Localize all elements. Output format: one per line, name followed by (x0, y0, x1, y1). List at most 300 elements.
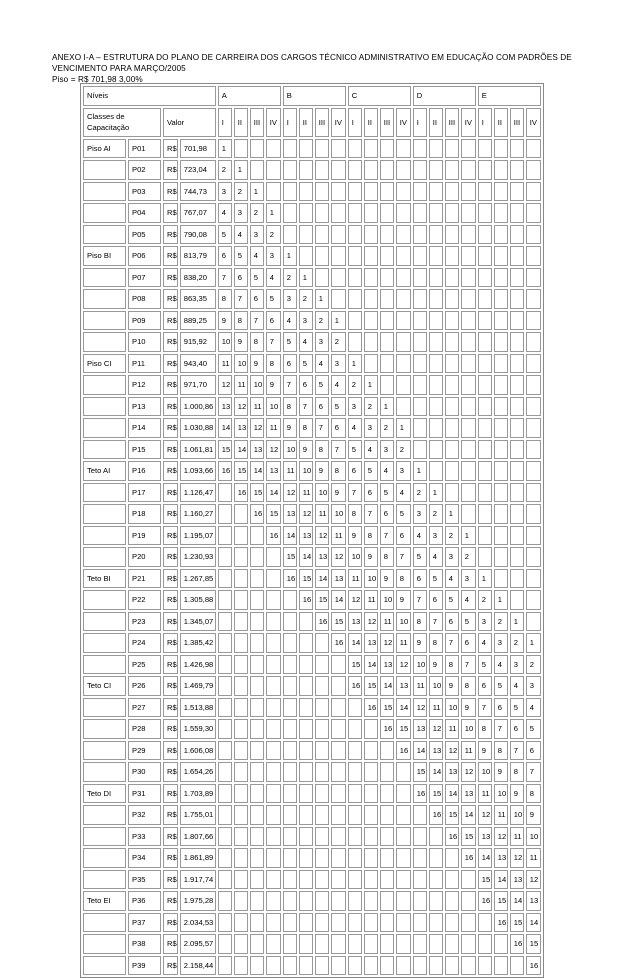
step-cell (315, 719, 329, 739)
step-cell (266, 612, 281, 632)
step-cell: 8 (396, 569, 411, 589)
currency-cell: R$ (163, 354, 178, 374)
step-cell (234, 612, 248, 632)
piso-cell (83, 182, 126, 202)
step-cell (299, 784, 313, 804)
currency-cell: R$ (163, 784, 178, 804)
step-cell: 15 (445, 805, 459, 825)
step-cell (526, 289, 541, 309)
value-cell: 1.755,01 (180, 805, 216, 825)
document-header (52, 52, 592, 85)
table-row (83, 483, 541, 503)
step-cell (396, 870, 411, 890)
step-cell: 8 (234, 311, 248, 331)
step-cell (234, 784, 248, 804)
step-cell (526, 461, 541, 481)
step-cell (364, 182, 378, 202)
step-cell (494, 354, 508, 374)
step-cell (234, 655, 248, 675)
step-cell: 3 (234, 203, 248, 223)
table-row (83, 289, 541, 309)
step-cell (250, 633, 264, 653)
step-cell: 7 (331, 440, 346, 460)
table-row (83, 762, 541, 782)
step-cell (445, 934, 459, 954)
value-cell: 1.230,93 (180, 547, 216, 567)
currency-cell: R$ (163, 246, 178, 266)
step-cell (526, 332, 541, 352)
step-cell (396, 891, 411, 911)
step-cell (396, 203, 411, 223)
step-cell (494, 956, 508, 976)
step-cell: 3 (429, 526, 443, 546)
step-cell (494, 139, 508, 159)
step-cell (429, 182, 443, 202)
step-cell (413, 870, 427, 890)
step-cell: 9 (299, 440, 313, 460)
step-cell (218, 956, 232, 976)
roman-header-cell: III (250, 108, 264, 137)
step-cell (283, 139, 297, 159)
step-cell (526, 354, 541, 374)
step-cell: 10 (510, 805, 524, 825)
roman-header-cell: II (364, 108, 378, 137)
step-cell: 16 (413, 784, 427, 804)
step-cell (331, 805, 346, 825)
step-cell (478, 246, 492, 266)
step-cell: 13 (396, 676, 411, 696)
step-cell: 5 (461, 612, 476, 632)
step-cell: 15 (250, 483, 264, 503)
step-cell: 12 (315, 526, 329, 546)
value-cell: 1.703,89 (180, 784, 216, 804)
piso-cell (83, 268, 126, 288)
step-cell (331, 827, 346, 847)
step-cell (510, 289, 524, 309)
step-cell (396, 311, 411, 331)
step-cell: 15 (364, 676, 378, 696)
step-cell: 3 (413, 504, 427, 524)
step-cell (461, 870, 476, 890)
step-cell (461, 182, 476, 202)
step-cell (218, 719, 232, 739)
step-cell: 16 (234, 483, 248, 503)
step-cell: 14 (266, 483, 281, 503)
step-cell (526, 225, 541, 245)
step-cell (526, 440, 541, 460)
currency-cell: R$ (163, 504, 178, 524)
pattern-code-cell: P04 (128, 203, 161, 223)
step-cell (445, 483, 459, 503)
step-cell (413, 891, 427, 911)
pattern-code-cell: P29 (128, 741, 161, 761)
step-cell: 3 (396, 461, 411, 481)
step-cell (250, 741, 264, 761)
table-row (83, 203, 541, 223)
pattern-code-cell: P13 (128, 397, 161, 417)
step-cell (348, 805, 362, 825)
step-cell (380, 332, 394, 352)
step-cell (413, 956, 427, 976)
step-cell (234, 762, 248, 782)
roman-header-cell: IV (266, 108, 281, 137)
step-cell: 11 (218, 354, 232, 374)
step-cell (396, 913, 411, 933)
step-cell (429, 139, 443, 159)
step-cell (266, 891, 281, 911)
step-cell (299, 612, 313, 632)
step-cell: 9 (234, 332, 248, 352)
step-cell: 4 (250, 246, 264, 266)
step-cell (234, 913, 248, 933)
step-cell (266, 655, 281, 675)
step-cell: 9 (266, 375, 281, 395)
step-cell (478, 139, 492, 159)
step-cell (445, 354, 459, 374)
step-cell (283, 784, 297, 804)
step-cell (315, 139, 329, 159)
step-cell: 15 (348, 655, 362, 675)
currency-cell: R$ (163, 182, 178, 202)
currency-cell: R$ (163, 762, 178, 782)
step-cell (429, 246, 443, 266)
step-cell: 14 (478, 848, 492, 868)
step-cell (266, 676, 281, 696)
step-cell (315, 160, 329, 180)
step-cell (461, 956, 476, 976)
step-cell (413, 311, 427, 331)
step-cell: 3 (266, 246, 281, 266)
step-cell (234, 633, 248, 653)
step-cell (299, 719, 313, 739)
step-cell: 14 (494, 870, 508, 890)
step-cell: 11 (396, 633, 411, 653)
step-cell: 13 (234, 418, 248, 438)
step-cell: 11 (413, 676, 427, 696)
step-cell: 8 (315, 440, 329, 460)
step-cell: 1 (331, 311, 346, 331)
step-cell (299, 633, 313, 653)
piso-cell (83, 311, 126, 331)
step-cell: 6 (315, 397, 329, 417)
step-cell: 12 (413, 698, 427, 718)
step-cell: 5 (283, 332, 297, 352)
step-cell (331, 848, 346, 868)
step-cell (494, 526, 508, 546)
step-cell (526, 246, 541, 266)
step-cell: 3 (364, 418, 378, 438)
step-cell (364, 762, 378, 782)
step-cell: 7 (364, 504, 378, 524)
step-cell (266, 719, 281, 739)
step-cell: 15 (218, 440, 232, 460)
table-row (83, 246, 541, 266)
currency-cell: R$ (163, 289, 178, 309)
step-cell (283, 698, 297, 718)
step-cell: 5 (510, 698, 524, 718)
step-cell: 5 (299, 354, 313, 374)
roman-header-cell: IV (461, 108, 476, 137)
step-cell: 4 (461, 590, 476, 610)
step-cell (348, 268, 362, 288)
step-cell: 11 (364, 590, 378, 610)
step-cell (396, 934, 411, 954)
step-cell (396, 268, 411, 288)
step-cell (413, 418, 427, 438)
step-cell (396, 332, 411, 352)
step-cell (380, 268, 394, 288)
step-cell (348, 913, 362, 933)
step-cell (250, 676, 264, 696)
step-cell (331, 655, 346, 675)
step-cell: 4 (413, 526, 427, 546)
step-cell (315, 633, 329, 653)
step-cell (510, 160, 524, 180)
piso-cell (83, 913, 126, 933)
step-cell (315, 203, 329, 223)
step-cell (218, 762, 232, 782)
step-cell: 10 (234, 354, 248, 374)
step-cell (478, 182, 492, 202)
currency-cell: R$ (163, 375, 178, 395)
value-cell: 1.305,88 (180, 590, 216, 610)
step-cell (478, 956, 492, 976)
value-cell: 1.000,86 (180, 397, 216, 417)
value-cell: 943,40 (180, 354, 216, 374)
step-cell (315, 848, 329, 868)
step-cell (348, 934, 362, 954)
roman-header-cell: III (445, 108, 459, 137)
step-cell (364, 246, 378, 266)
table-row (83, 698, 541, 718)
step-cell: 4 (283, 311, 297, 331)
table-row (83, 461, 541, 481)
step-cell (445, 913, 459, 933)
piso-cell (83, 590, 126, 610)
pattern-code-cell: P10 (128, 332, 161, 352)
step-cell (315, 827, 329, 847)
step-cell (218, 741, 232, 761)
step-cell: 15 (234, 461, 248, 481)
currency-cell: R$ (163, 719, 178, 739)
step-cell (348, 311, 362, 331)
step-cell (396, 289, 411, 309)
table-row (83, 870, 541, 890)
table-row (83, 160, 541, 180)
step-cell: 7 (494, 719, 508, 739)
step-cell (283, 848, 297, 868)
step-cell (283, 203, 297, 223)
step-cell (234, 891, 248, 911)
step-cell: 1 (461, 526, 476, 546)
step-cell (234, 719, 248, 739)
step-cell (510, 139, 524, 159)
currency-cell: R$ (163, 805, 178, 825)
step-cell: 3 (218, 182, 232, 202)
step-cell: 14 (380, 676, 394, 696)
pattern-code-cell: P31 (128, 784, 161, 804)
piso-cell: Piso CI (83, 354, 126, 374)
step-cell (250, 569, 264, 589)
step-cell (331, 913, 346, 933)
step-cell (396, 182, 411, 202)
step-cell: 4 (348, 418, 362, 438)
step-cell (348, 870, 362, 890)
step-cell: 2 (380, 418, 394, 438)
value-cell: 813,79 (180, 246, 216, 266)
step-cell (526, 418, 541, 438)
step-cell (380, 805, 394, 825)
step-cell: 14 (283, 526, 297, 546)
step-cell: 4 (218, 203, 232, 223)
step-cell (331, 246, 346, 266)
step-cell (348, 762, 362, 782)
piso-cell (83, 203, 126, 223)
step-cell (250, 827, 264, 847)
step-cell: 16 (348, 676, 362, 696)
step-cell (396, 956, 411, 976)
pattern-code-cell: P16 (128, 461, 161, 481)
table-row (83, 440, 541, 460)
pattern-code-cell: P21 (128, 569, 161, 589)
currency-cell: R$ (163, 526, 178, 546)
step-cell (413, 805, 427, 825)
step-cell (413, 160, 427, 180)
step-cell (250, 698, 264, 718)
step-cell (526, 139, 541, 159)
step-cell: 11 (315, 504, 329, 524)
piso-cell: Teto CI (83, 676, 126, 696)
step-cell: 9 (396, 590, 411, 610)
step-cell (478, 289, 492, 309)
header-title: ANEXO I-A – ESTRUTURA DO PLANO DE CARREIRA DOS CARGOS TÉCNICO ADMINISTRATIVO EM EDUCAÇÃO COM PADRÕES DE (52, 53, 572, 62)
step-cell (234, 848, 248, 868)
table-body (83, 139, 541, 976)
step-cell: 7 (315, 418, 329, 438)
step-cell (299, 182, 313, 202)
step-cell: 2 (526, 655, 541, 675)
step-cell: 7 (396, 547, 411, 567)
step-cell: 8 (510, 762, 524, 782)
step-cell (234, 741, 248, 761)
step-cell (526, 504, 541, 524)
step-cell: 9 (218, 311, 232, 331)
step-cell: 4 (331, 375, 346, 395)
step-cell (266, 956, 281, 976)
piso-cell (83, 741, 126, 761)
step-cell (331, 719, 346, 739)
step-cell (348, 160, 362, 180)
step-cell (364, 203, 378, 223)
pattern-code-cell: P09 (128, 311, 161, 331)
step-cell (413, 246, 427, 266)
capacitation-header-row (83, 108, 541, 137)
step-cell (413, 440, 427, 460)
currency-cell: R$ (163, 934, 178, 954)
piso-cell (83, 633, 126, 653)
step-cell: 16 (315, 612, 329, 632)
step-cell: 4 (526, 698, 541, 718)
step-cell (429, 332, 443, 352)
step-cell: 1 (429, 483, 443, 503)
step-cell (315, 225, 329, 245)
step-cell: 1 (494, 590, 508, 610)
step-cell (331, 160, 346, 180)
step-cell (461, 891, 476, 911)
step-cell (380, 354, 394, 374)
step-cell: 13 (429, 741, 443, 761)
value-cell: 1.861,89 (180, 848, 216, 868)
step-cell (234, 504, 248, 524)
step-cell (331, 203, 346, 223)
step-cell (526, 569, 541, 589)
roman-header-cell: IV (396, 108, 411, 137)
step-cell (299, 891, 313, 911)
level-header-d: D (413, 86, 476, 106)
step-cell: 9 (348, 526, 362, 546)
step-cell (494, 483, 508, 503)
currency-cell: R$ (163, 827, 178, 847)
step-cell: 5 (315, 375, 329, 395)
table-row (83, 225, 541, 245)
step-cell: 9 (461, 698, 476, 718)
step-cell (364, 139, 378, 159)
step-cell (396, 848, 411, 868)
piso-cell: Teto DI (83, 784, 126, 804)
step-cell (445, 289, 459, 309)
step-cell: 7 (380, 526, 394, 546)
pattern-code-cell: P17 (128, 483, 161, 503)
step-cell: 2 (461, 547, 476, 567)
piso-cell (83, 397, 126, 417)
currency-cell: R$ (163, 440, 178, 460)
step-cell: 10 (283, 440, 297, 460)
step-cell (299, 741, 313, 761)
step-cell: 13 (510, 870, 524, 890)
step-cell (494, 547, 508, 567)
step-cell (445, 246, 459, 266)
step-cell: 15 (283, 547, 297, 567)
step-cell: 4 (315, 354, 329, 374)
piso-cell (83, 762, 126, 782)
pattern-code-cell: P11 (128, 354, 161, 374)
currency-cell: R$ (163, 547, 178, 567)
pattern-code-cell: P36 (128, 891, 161, 911)
step-cell (478, 547, 492, 567)
step-cell: 5 (396, 504, 411, 524)
step-cell (413, 289, 427, 309)
step-cell (218, 590, 232, 610)
step-cell (461, 246, 476, 266)
pattern-code-cell: P30 (128, 762, 161, 782)
value-cell: 1.606,08 (180, 741, 216, 761)
step-cell (478, 203, 492, 223)
step-cell (218, 526, 232, 546)
step-cell (315, 741, 329, 761)
step-cell: 7 (234, 289, 248, 309)
pattern-code-cell: P39 (128, 956, 161, 976)
step-cell: 11 (445, 719, 459, 739)
value-cell: 1.030,88 (180, 418, 216, 438)
step-cell: 2 (348, 375, 362, 395)
pattern-code-cell: P05 (128, 225, 161, 245)
step-cell (429, 268, 443, 288)
step-cell: 16 (331, 633, 346, 653)
step-cell: 16 (266, 526, 281, 546)
step-cell (234, 934, 248, 954)
roman-header-cell: I (348, 108, 362, 137)
step-cell: 8 (364, 526, 378, 546)
